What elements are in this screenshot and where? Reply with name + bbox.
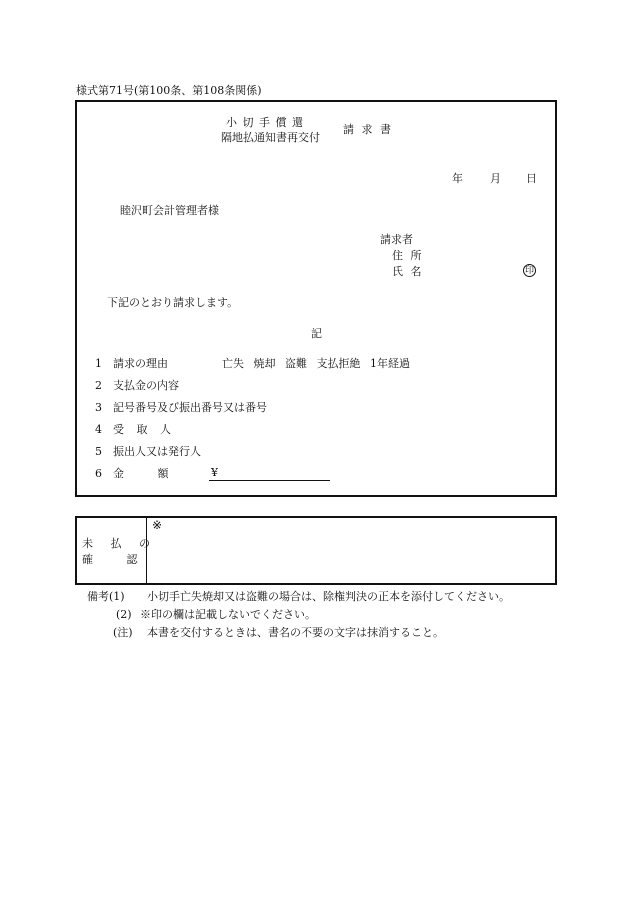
confirmation-mark: ※: [152, 518, 163, 532]
item-label-reason: 請求の理由: [113, 357, 168, 370]
seal-mark: 印: [524, 266, 534, 276]
date-month-label: 月: [490, 172, 501, 185]
request-statement: 下記のとおり請求します。: [107, 296, 239, 309]
item-label-serial: 記号番号及び振出番号又は番号: [113, 401, 267, 414]
item-number: 6: [95, 467, 102, 480]
item-label-amount: 金 額: [113, 467, 169, 480]
item-label-issuer: 振出人又は発行人: [113, 445, 201, 458]
form-number: 様式第71号(第100条、第108条関係): [76, 84, 262, 97]
note-prefix: 備考(1): [87, 590, 125, 603]
title-lower: 隔地払通知書再交付: [221, 131, 320, 144]
ki-heading: 記: [311, 327, 322, 340]
title-main: 請 求 書: [343, 123, 393, 136]
item-number: 4: [95, 423, 102, 436]
note-prefix: (2): [116, 608, 132, 621]
confirmation-label-line1: 未 払 の: [82, 537, 157, 550]
item-label-content: 支払金の内容: [113, 379, 179, 392]
item-number: 1: [95, 357, 102, 370]
confirmation-label-line2: 確 認: [82, 553, 138, 566]
note-text: ※印の欄は記載しないでください。: [140, 608, 316, 621]
date-year-label: 年: [452, 172, 463, 185]
note-text: 小切手亡失焼却又は盗難の場合は、除権判決の正本を添付してください。: [147, 590, 510, 603]
date-day-label: 日: [526, 172, 537, 185]
requester-label: 請求者: [380, 233, 413, 246]
amount-yen-sign: ¥: [211, 466, 218, 479]
note-prefix: (注): [113, 626, 133, 639]
title-upper: 小 切 手 償 還: [226, 116, 304, 129]
item-number: 5: [95, 445, 102, 458]
name-label: 氏 名: [392, 265, 424, 278]
addressee: 睦沢町会計管理者様: [120, 204, 219, 217]
item-number: 3: [95, 401, 102, 414]
item-value-reason: 亡失 焼却 盗難 支払拒絶 1年経過: [222, 357, 410, 370]
confirmation-box: [75, 516, 557, 585]
item-number: 2: [95, 379, 102, 392]
note-text: 本書を交付するときは、書名の不要の文字は抹消すること。: [147, 626, 444, 639]
amount-underline: [209, 480, 330, 481]
address-label: 住 所: [392, 249, 424, 262]
confirmation-divider: [146, 517, 147, 584]
item-label-payee: 受 取 人: [113, 423, 171, 436]
